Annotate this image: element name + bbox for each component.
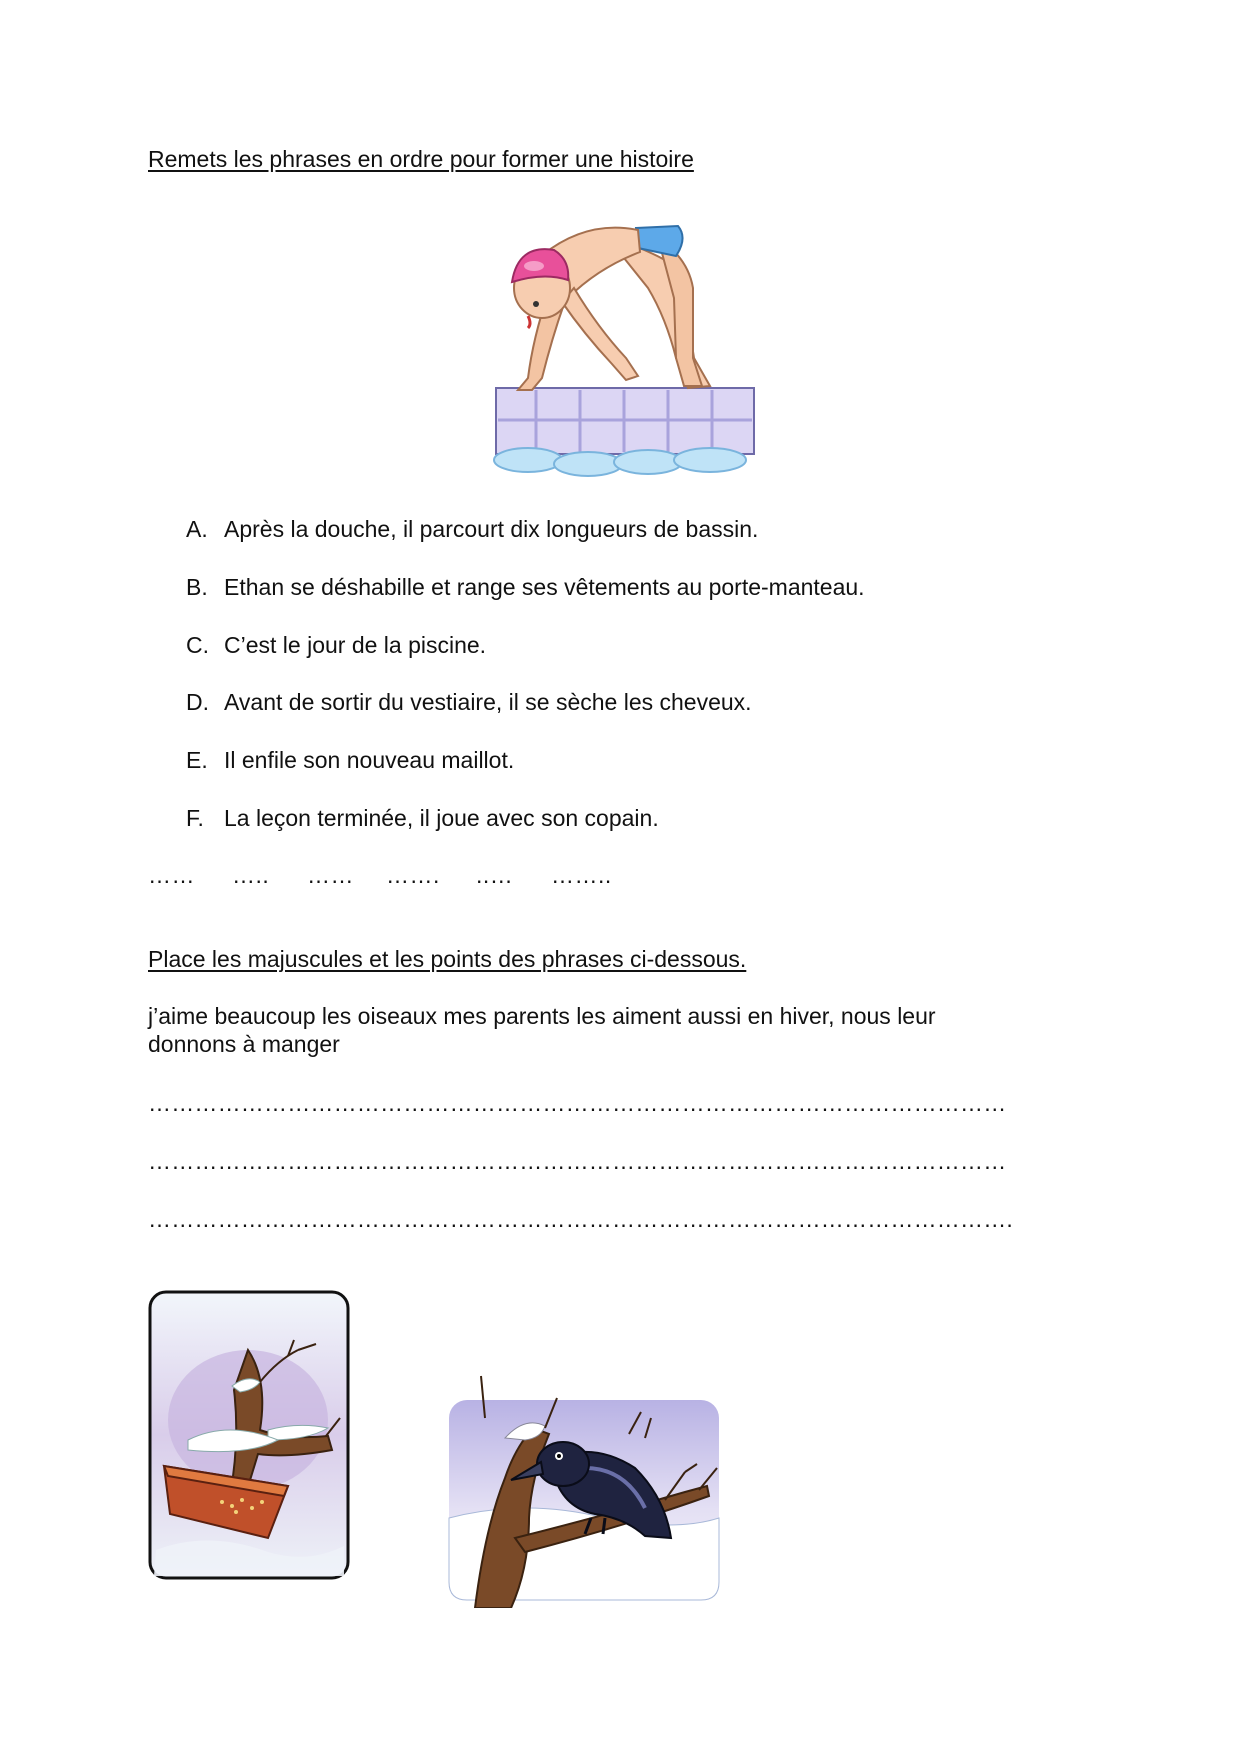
answer-blank-1[interactable]: …… [148, 862, 195, 888]
sentence-item-e [186, 747, 514, 774]
item-letter: F. [186, 805, 204, 831]
exercise2-title: Place les majuscules et les points des phrases ci-dessous. [148, 946, 747, 972]
answer-blank-2[interactable]: ….. [232, 862, 270, 888]
crow-on-branch-icon [445, 1368, 747, 1608]
item-letter: C. [186, 632, 209, 658]
sentence-item-b [186, 574, 865, 601]
item-text: Après la douche, il parcourt dix longueurs de bassin. [224, 516, 759, 542]
exercise2-sentence-line2: donnons à manger [148, 1031, 340, 1057]
bird-feeder-winter-icon [148, 1290, 350, 1580]
item-letter: B. [186, 574, 208, 600]
sentence-item-d [186, 689, 752, 716]
answer-blank-4[interactable]: ……. [386, 862, 440, 888]
answer-blank-6[interactable]: …….. [551, 862, 612, 888]
writing-line-1[interactable]: ………………………………………………………………………………………………… [148, 1090, 1007, 1116]
item-text: Il enfile son nouveau maillot. [224, 747, 515, 773]
answer-blanks [0, 862, 1240, 892]
writing-line-2[interactable]: ………………………………………………………………………………………………… [148, 1148, 1007, 1174]
item-letter: D. [186, 689, 209, 715]
sentence-item-c [186, 632, 486, 659]
exercise1-title: Remets les phrases en ordre pour former une histoire [148, 146, 694, 172]
item-letter: A. [186, 516, 208, 542]
answer-blank-3[interactable]: …… [307, 862, 354, 888]
item-text: Avant de sortir du vestiaire, il se sèche les cheveux. [224, 689, 752, 715]
answer-blank-5[interactable]: ..… [476, 862, 514, 888]
exercise2-sentence-line1: j’aime beaucoup les oiseaux mes parents les aiment aussi en hiver, nous leur [148, 1003, 936, 1029]
item-text: Ethan se déshabille et range ses vêtements au porte-manteau. [224, 574, 865, 600]
item-letter: E. [186, 747, 208, 773]
swimmer-diving-icon [488, 208, 758, 480]
item-text: La leçon terminée, il joue avec son copain. [224, 805, 659, 831]
sentence-item-f [186, 805, 659, 832]
writing-line-3[interactable]: …………………………………………………………………………………………………. [148, 1206, 1013, 1232]
item-text: C’est le jour de la piscine. [224, 632, 487, 658]
sentence-item-a [186, 516, 758, 543]
